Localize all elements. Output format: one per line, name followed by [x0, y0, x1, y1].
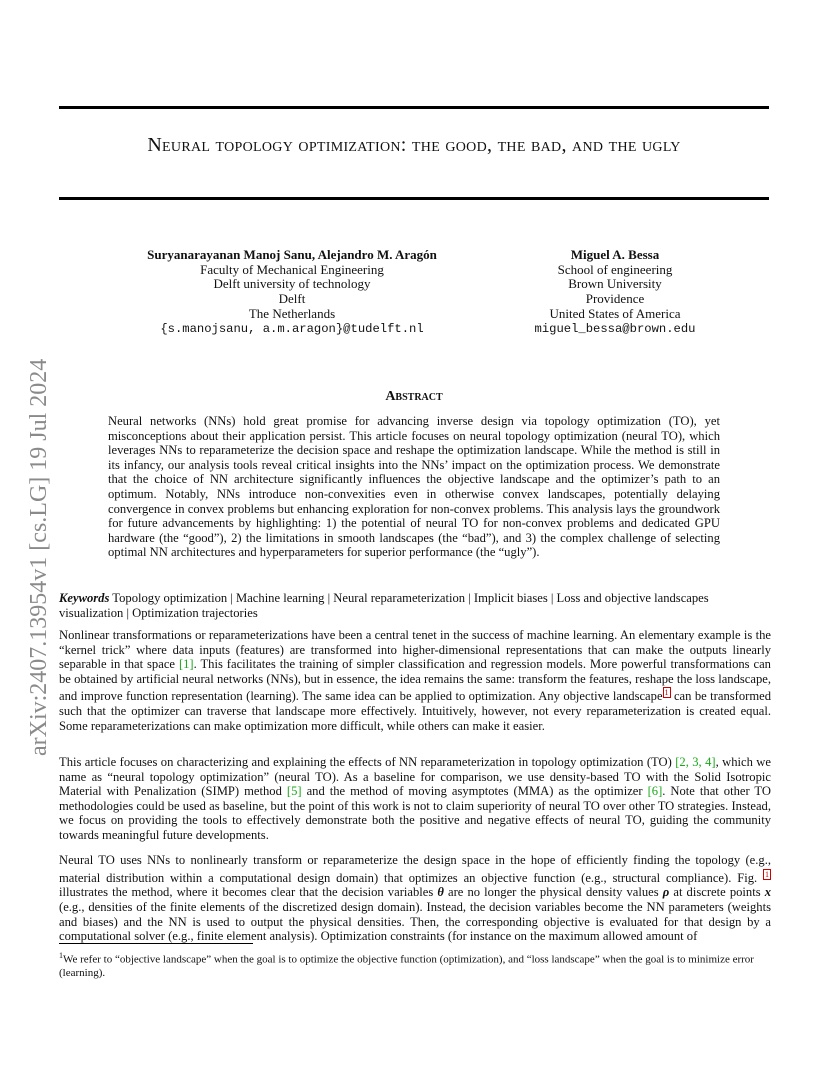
author-city: Providence: [585, 291, 645, 307]
abstract-text: Neural networks (NNs) hold great promise for advancing inverse design via topology optimization (TO), yet misconceptions about their application persist. This article focuses on neural topology optimization (neural TO), which leverages NNs to reparameterize the decision space and reshape the optimization landscape. While the method is still in its infancy, our analysis tools reveal critical insights into the NNs’ impact on the optimization process. We demonstrate that the choice of NN architecture significantly influences the objective landscape and the optimizer’s path to an optimum. Notably, NNs introduce non-convexities even in otherwise convex landscapes, potentially delaying convergence in convex problems but enhancing exploration for non-convex problems. This analysis lays the groundwork for future advancements by highlighting: 1) the potential of neural TO for non-convex problems and dedicated GPU hardware (the “good”), 2) the limitations in smooth landscapes (the “bad”), and 3) the complex challenge of selecting optimal NN architectures and hyperparameters for superior performance (the “ugly”).: [108, 414, 720, 560]
text-span: . Note that other TO methodologies could be used as baseline, but the point of this work is not to claim superiority of neural TO over other TO strategies. Instead, we focus on providing the tools to effectively demonstrate both the positive and negative effects of neural TO, guiding the community towards meaningful future developments.: [59, 784, 771, 842]
body-paragraph-2: [59, 755, 771, 843]
author-names: Miguel A. Bessa: [570, 247, 660, 262]
text-span: Nonlinear transformations or reparameterizations have been a central tenet in the success of machine learning. An elementary example is the “kernel trick” where data inputs (features) are transformed into higher-dimensional representations that can make the outputs linearly separable in that space: [59, 628, 771, 672]
text-span: can be transformed such that the optimizer can traverse that landscape more effectively. Intuitively, however, not every reparameterization is created equal. Some reparameterizations can make optimization more difficult, while others can make it easier.: [59, 689, 772, 733]
author-block-left: [140, 248, 444, 336]
paper-title: Neural topology optimization: the good, the bad, and the ugly: [147, 134, 681, 156]
body-paragraph-1: [59, 628, 771, 733]
author-affiliation: Faculty of Mechanical Engineering: [200, 261, 384, 277]
author-affiliation: School of engineering: [557, 261, 673, 277]
author-country: The Netherlands: [248, 305, 336, 321]
text-span: at discrete points: [669, 885, 765, 900]
body-paragraph-3: [59, 853, 771, 944]
footnote: [59, 949, 771, 980]
author-institution: Brown University: [568, 276, 662, 292]
author-email[interactable]: miguel_bessa@brown.edu: [534, 321, 696, 336]
citation-link[interactable]: [5]: [286, 784, 302, 799]
arxiv-identifier: arXiv:2407.13954v1 [cs.LG] 19 Jul 2024: [26, 358, 52, 756]
math-rho: ρ: [662, 885, 670, 900]
title-top-rule: [59, 106, 769, 109]
keywords-label: Keywords: [59, 591, 110, 605]
footnote-rule: [59, 943, 253, 944]
footnote-mark: 1: [59, 951, 63, 960]
figure-link[interactable]: 1: [765, 869, 769, 879]
text-span: are no longer the physical density values: [443, 885, 663, 900]
text-span: , which we name as “neural topology optimization” (neural TO). As a baseline for comparison, we use density-based TO with the Solid Isotropic Material with Penalization (SIMP) method: [59, 755, 771, 799]
abstract-heading: Abstract: [385, 389, 443, 404]
citation-link[interactable]: [1]: [178, 657, 194, 672]
author-institution: Delft university of technology: [213, 276, 371, 292]
author-city: Delft: [278, 291, 306, 307]
text-span: This article focuses on characterizing and explaining the effects of NN reparameterization in topology optimization (TO): [59, 755, 676, 769]
title-bottom-rule: [59, 197, 769, 200]
text-span: illustrates the method, where it becomes clear that the decision variables: [59, 885, 438, 900]
text-span: and the method of moving asymptotes (MMA) as the optimizer: [301, 784, 648, 799]
text-span: . This facilitates the training of simpler classification and regression models. More powerful transformations can be obtained by artificial neural networks (NNs), but in essence, the idea remains the same: transform the features, reshape the loss landscape, and improve function representation (learning). The same idea can be applied to optimization. Any objective landscape: [59, 657, 771, 704]
author-email[interactable]: {s.manojsanu, a.m.aragon}@tudelft.nl: [160, 321, 424, 336]
author-block-right: [520, 248, 710, 336]
keywords-text: Topology optimization | Machine learning | Neural reparameterization | Implicit biases | Loss and objective landscapes visualization | Optimization trajectories: [59, 591, 709, 620]
text-span: Neural TO uses NNs to nonlinearly transform or reparameterize the design space in the hope of efficiently finding the topology (e.g., material distribution within a computational design domain) that optimizes an objective function (e.g., structural compliance). Fig.: [59, 853, 771, 885]
keywords: [59, 591, 771, 620]
footnote-text: We refer to “objective landscape” when the goal is to optimize the objective function (optimization), and “loss landscape” when the goal is to minimize error (learning).: [59, 953, 754, 979]
citation-link[interactable]: [2, 3, 4]: [675, 755, 716, 769]
footnote-link[interactable]: 1: [664, 688, 669, 698]
math-x: x: [764, 885, 772, 900]
citation-link[interactable]: [6]: [647, 784, 663, 799]
author-names: Suryanarayanan Manoj Sanu, Alejandro M. Aragón: [147, 247, 437, 262]
math-theta: θ: [437, 885, 444, 900]
text-span: (e.g., densities of the finite elements of the discretized design domain). Instead, the decision variables become the NN parameters (weights and biases) and the NN is used to output the physical densities. Then, the corresponding objective is evaluated for that design by a computational solver (e.g., finite element analysis). Optimization constraints (for instance on the maximum allowed amount of: [59, 899, 771, 944]
author-country: United States of America: [549, 305, 681, 321]
